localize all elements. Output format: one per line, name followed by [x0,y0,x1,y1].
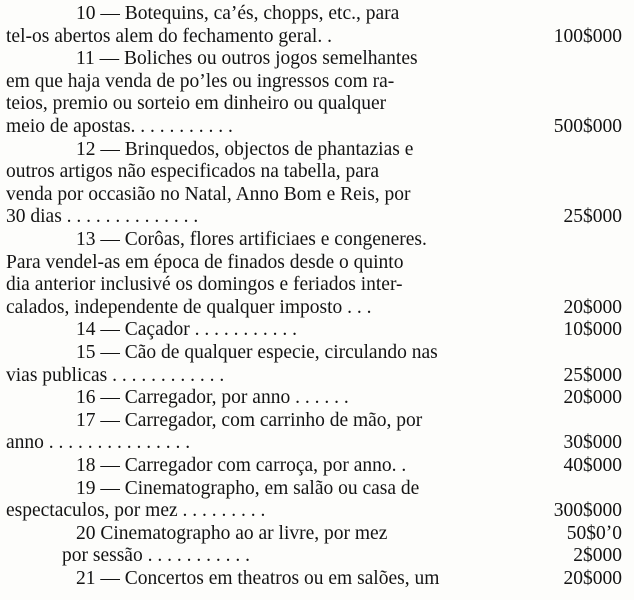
tariff-item-price: 50$0ʼ0 [566,522,622,544]
tariff-item-price: 2$000 [573,545,622,567]
tariff-item-text: teios, premio ou sorteio em dinheiro ou qualquer [6,93,387,115]
tariff-item-text: 30 dias . . . . . . . . . . . . . . [6,206,199,228]
document-line [0,296,634,319]
document-line [0,364,634,387]
document-line [0,205,634,228]
tariff-item-text: dia anterior inclusivé os domingos e feriados inter- [6,274,403,296]
tariff-item-text: 10 — Botequins, ca’és, chopps, etc., para [76,3,400,24]
document-line [0,477,634,500]
document-line [0,160,634,183]
document-line [0,544,634,567]
tariff-item-price: 500$000 [553,116,622,137]
tariff-item-text: 18 — Carregador com carroça, por anno. . [76,455,407,476]
tariff-item-price: 20$000 [563,568,622,589]
tariff-item-text: 12 — Brinquedos, objectos de phantazias e [76,138,414,160]
tariff-item-text: 21 — Concertos em theatros ou em salões, um [76,568,440,589]
document-line [0,454,634,477]
tariff-item-text: 14 — Caçador . . . . . . . . . . . [76,319,297,341]
tariff-item-text: calados, independente de qualquer imposto . . . [6,296,372,318]
tariff-item-text: outros artigos não especificados na tabella, para [6,161,380,183]
tariff-item-text: Para vendel-as em época de finados desde o quinto [6,251,404,273]
tariff-item-text: tel-os abertos alem do fechamento geral. . [6,25,332,47]
document-line [0,522,634,545]
document-line [0,499,634,522]
tariff-item-text: 13 — Corôas, flores artificiaes e congeneres. [76,229,427,250]
document-line [0,318,634,341]
document-line [0,183,634,206]
document-line [0,2,634,25]
tariff-item-price: 25$000 [563,364,622,386]
tariff-item-text: meio de apostas. . . . . . . . . . . [6,116,233,137]
document-line [0,567,634,590]
document-line [0,386,634,409]
document-line [0,92,634,115]
document-line [0,115,634,138]
tariff-item-text: espectaculos, por mez . . . . . . . . . [6,500,266,522]
tariff-item-text: por sessão . . . . . . . . . . . [62,545,250,567]
tariff-item-text: 20 Cinematographo ao ar livre, por mez [76,522,388,544]
tariff-item-price: 40$000 [563,455,622,476]
tariff-item-text: 17 — Carregador, com carrinho de mão, por [76,409,423,431]
tariff-item-price: 20$000 [563,296,622,318]
tariff-item-price: 300$000 [553,500,622,522]
tariff-item-text: venda por occasião no Natal, Anno Bom e Reis, por [6,183,411,205]
document-line [0,251,634,274]
tariff-item-text: anno . . . . . . . . . . . . . . . [6,432,191,454]
document-line [0,273,634,296]
tariff-item-price: 100$000 [553,25,622,47]
tariff-item-price: 30$000 [563,432,622,454]
document-line [0,47,634,70]
tariff-item-text: 16 — Carregador, por anno . . . . . . [76,387,349,409]
tariff-item-text: 11 — Boliches ou outros jogos semelhantes [76,48,418,70]
tariff-item-text: 19 — Cinematographo, em salão ou casa de [76,477,420,499]
document-line [0,138,634,161]
tariff-item-text: em que haja venda de po’les ou ingressos com ra- [6,70,395,92]
document-line [0,341,634,364]
document-line [0,228,634,251]
document-line [0,409,634,432]
document-line [0,70,634,93]
tariff-item-price: 20$000 [563,387,622,409]
tariff-item-price: 25$000 [563,206,622,228]
tariff-item-text: vias publicas . . . . . . . . . . . . [6,364,225,386]
tariff-item-text: 15 — Cão de qualquer especie, circulando nas [76,342,438,363]
document-line [0,431,634,454]
document-line [0,25,634,48]
tariff-item-price: 10$000 [563,319,622,341]
